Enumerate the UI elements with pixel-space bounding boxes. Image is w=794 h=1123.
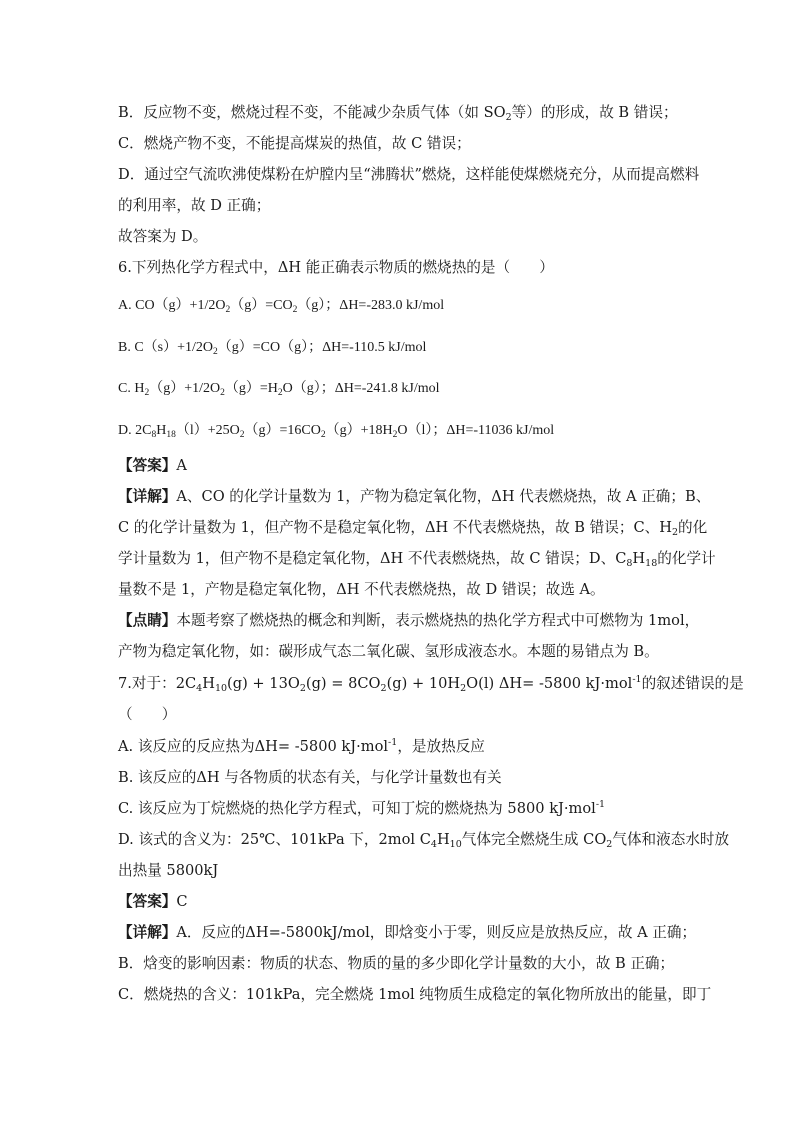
- answer-6: 【答案】A: [118, 457, 187, 474]
- text-line: C．燃烧产物不变，不能提高煤炭的热值，故 C 错误；: [118, 135, 471, 152]
- explanation-6-line: C 的化学计量数为 1，但产物不是稳定氧化物，ΔH 不代表燃烧热，故 B 错误；C、$H_2$的化: [118, 519, 708, 538]
- text-line: B．反应物不变，燃烧过程不变，不能减少杂质气体（如 $SO_2$等）的形成，故 B 错误；: [118, 104, 678, 123]
- answer-7: 【答案】C: [118, 893, 188, 910]
- option-6c: C. $H_2(g)+1/2O_2(g)=H_2O(g)$；ΔH=-241.8 kJ/mol: [118, 381, 440, 398]
- explanation-6-line: 学计量数为 1，但产物不是稳定氧化物，ΔH 不代表燃烧热，故 C 错误；D、$C_8H_{18}$的化学计: [118, 550, 716, 569]
- note-line: 产物为稳定氧化物，如：碳形成气态二氧化碳、氢形成液态水。本题的易错点为 B。: [118, 643, 659, 660]
- option-6d: D. $2C_8H_{18}(l)+25O_2(g)=16CO_2(g)+18H_2O(l)$；ΔH=-11036 kJ/mol: [118, 423, 555, 440]
- option-7b: B. 该反应的ΔH 与各物质的状态有关，与化学计量数也有关: [118, 769, 502, 786]
- answer-tag: 【答案】: [118, 457, 177, 474]
- explanation-tag: 【详解】: [118, 924, 177, 941]
- explanation-6-line: 量数不是 1，产物是稳定氧化物，ΔH 不代表燃烧热，故 D 错误；故选 A。: [118, 581, 605, 598]
- text-line: 故答案为 D。: [118, 228, 208, 245]
- explanation-7-line: 【详解】A．反应的ΔH=-5800kJ/mol，即焓变小于零，则反应是放热反应，故 A 正确；: [118, 924, 697, 941]
- note-tag: 【点睛】: [118, 612, 177, 629]
- question-7-paren: （ ）: [118, 706, 177, 723]
- text-line: D．通过空气流吹沸使煤粉在炉膛内呈“沸腾状”燃烧，这样能使煤燃烧充分，从而提高燃料: [118, 166, 700, 183]
- explanation-7-line: B．焓变的影响因素：物质的状态、物质的量的多少即化学计量数的大小，故 B 正确；: [118, 955, 675, 972]
- option-7d-cont: 出热量 5800kJ: [118, 862, 219, 879]
- option-7c: C. 该反应为丁烷燃烧的热化学方程式，可知丁烷的燃烧热为 5800 kJ·mol$^{-1}$: [118, 799, 606, 817]
- option-7a: A. 该反应的反应热为ΔH= -5800 kJ·mol$^{-1}$，是放热反应: [118, 737, 485, 755]
- option-7d: D. 该式的含义为：25℃、101kPa 下，2mol $C_4H_{10}$气体完全燃烧生成 $CO_2$气体和液态水时放: [118, 831, 730, 850]
- option-6b: B. $C(s)+1/2O_2(g)=CO(g)$；ΔH=-110.5 kJ/mol: [118, 340, 427, 357]
- text-line: 的利用率，故 D 正确；: [118, 197, 271, 214]
- option-6a: A. $CO(g)+1/2O_2(g)=CO_2(g)$；ΔH=-283.0 kJ/mol: [118, 298, 445, 315]
- explanation-6-line: 【详解】A、CO 的化学计量数为 1，产物为稳定氧化物，ΔH 代表燃烧热，故 A 正确；B、: [118, 488, 711, 505]
- question-7: 7.对于：$2C_4H_{10}(g) + 13O_2(g) = 8CO_2(g) + 10H_2O(l)$ ΔH= -5800 kJ·mol$^{-1}$的叙述错误的是: [118, 674, 744, 694]
- question-6: 6.下列热化学方程式中，ΔH 能正确表示物质的燃烧热的是（ ）: [118, 259, 554, 276]
- explanation-tag: 【详解】: [118, 488, 177, 505]
- answer-tag: 【答案】: [118, 893, 177, 910]
- note-line: 【点睛】本题考察了燃烧热的概念和判断，表示燃烧热的热化学方程式中可燃物为 1mol，: [118, 612, 700, 629]
- explanation-7-line: C．燃烧热的含义：101kPa，完全燃烧 1mol 纯物质生成稳定的氧化物所放出的能量，即丁: [118, 986, 712, 1003]
